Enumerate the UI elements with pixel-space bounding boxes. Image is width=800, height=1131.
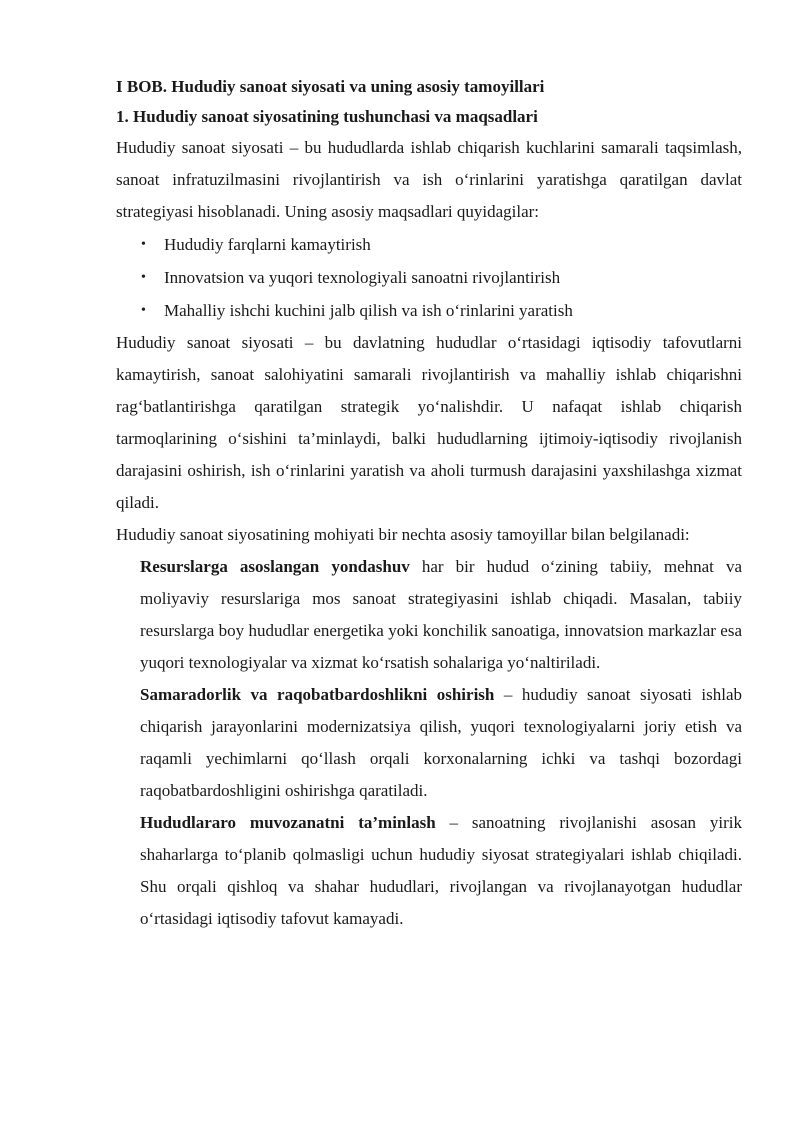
list-item-text: Mahalliy ishchi kuchini jalb qilish va ish o‘rinlarini yaratish [164, 301, 573, 320]
principle-text: har bir hudud o‘zining tabiiy, mehnat va moliyaviy resurslariga mos sanoat strategiyasini ishlab chiqadi. Masalan, tabiiy resurslarga boy hududlar energetika yoki konchilik sanoatiga, innovatsion markazlar esa yuqori texnologiyalar va xizmat ko‘rsatish sohalariga yo‘naltiriladi. [140, 557, 743, 672]
principle-term: Samaradorlik va raqobatbardoshlikni oshirish [140, 685, 495, 704]
bullet-icon: • [141, 303, 146, 318]
intro-paragraph: Hududiy sanoat siyosati – bu hududlarda ishlab chiqarish kuchlarini samarali taqsimlash, sanoat infratuzilmasini rivojlantirish va ish o‘rinlarini yaratishga qaratilgan davlat strategiyasi hisoblanadi. Uning asosiy maqsadlari quyidagilar: [116, 138, 742, 221]
principle-item [140, 551, 742, 679]
principles-intro: Hududiy sanoat siyosatining mohiyati bir nechta asosiy tamoyillar bilan belgilanadi: [116, 525, 690, 544]
principle-text: – sanoatning rivojlanishi asosan yirik shaharlarga to‘planib qolmasligi uchun hududiy siyosat strategiyalari ishlab chiqiladi. Shu orqali qishloq va shahar hududlari, rivojlangan va rivojlanayotgan hududlar o‘rtasidagi iqtisodiy tafovut kamayadi. [140, 813, 742, 928]
list-item [116, 228, 742, 261]
list-item-text: Hududiy farqlarni kamaytirish [164, 235, 371, 254]
principle-item [140, 679, 742, 807]
principle-term: Resurslarga asoslangan yondashuv [140, 557, 410, 576]
bullet-icon: • [141, 237, 146, 252]
bullet-icon: • [141, 270, 146, 285]
document-page [116, 72, 742, 935]
section-title: 1. Hududiy sanoat siyosatining tushunchasi va maqsadlari [116, 107, 538, 126]
list-item [116, 294, 742, 327]
chapter-title: I BOB. Hududiy sanoat siyosati va uning asosiy tamoyillari [116, 77, 545, 96]
principle-text: – hududiy sanoat siyosati ishlab chiqarish jarayonlarini modernizatsiya qilish, yuqori texnologiyalarni joriy etish va raqamli yechimlarni qo‘llash orqali korxonalarning ichki va tashqi bozordagi raqobatbardoshligini oshirishga qaratiladi. [140, 685, 742, 800]
list-item [116, 261, 742, 294]
goals-list [116, 228, 742, 327]
principle-item [140, 807, 742, 935]
definition-paragraph: Hududiy sanoat siyosati – bu davlatning hududlar o‘rtasidagi iqtisodiy tafovutlarni kamaytirish, sanoat salohiyatini samarali rivojlantirish va mahalliy ishlab chiqarishni rag‘batlantirishga qaratilgan strategik yo‘nalishdir. U nafaqat ishlab chiqarish tarmoqlarining o‘sishini ta’minlaydi, balki hududlarning ijtimoiy-iqtisodiy rivojlanish darajasini oshirish, ish o‘rinlarini yaratish va aholi turmush darajasini yaxshilashga xizmat qiladi. [116, 333, 742, 512]
list-item-text: Innovatsion va yuqori texnologiyali sanoatni rivojlantirish [164, 268, 561, 287]
principle-term: Hududlararo muvozanatni ta’minlash [140, 813, 436, 832]
